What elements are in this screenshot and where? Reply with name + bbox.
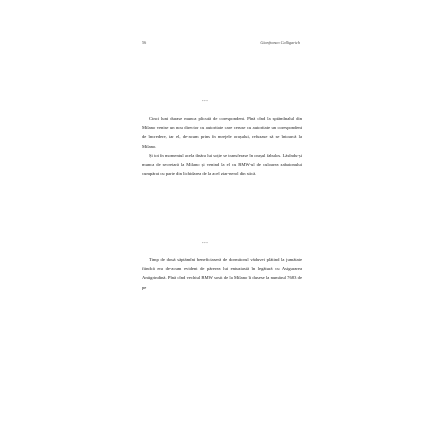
paragraph: Timp de două săptămîni beneficiaseră de dormitorul văduvei plătind la jumătate fiindcă era de-acum evident de părerea lui entuziastă în legătură cu Asigurarea Antigrindină. Pînă cînd vechiul BMW sosit de la Milano îi dusese la numărul 7683 de pe [142, 257, 302, 290]
page-header [142, 40, 300, 50]
body-text-section-2 [142, 255, 302, 292]
paragraph: Și tot în momentul acela tînăra lui soție se transferase în orașul fabulos. Lăsîndu-și munca de secretară la Milano și venind la el cu BMW-ul de culoarea zabaionului cumpărat cu parte din lichidarea de la acel ziar-nerol din stică. [142, 152, 302, 177]
running-title: Gianfranco Calligarich [260, 40, 300, 45]
page-number: 56 [142, 40, 147, 45]
section-break-ornament: *** [202, 99, 209, 103]
paragraph: Cinci luni durase munca plicută de corespondent. Pînă cînd la sptămînalul din Milano venise un nou director cu autoritate care ceruse cu autoritate un corespondent de încredere, iar el, de-acum prins în mrejele orașului, refuzase să se întoarcă la Milano. [142, 116, 302, 149]
section-break-ornament: *** [202, 241, 209, 245]
body-text-section-1 [142, 114, 302, 178]
